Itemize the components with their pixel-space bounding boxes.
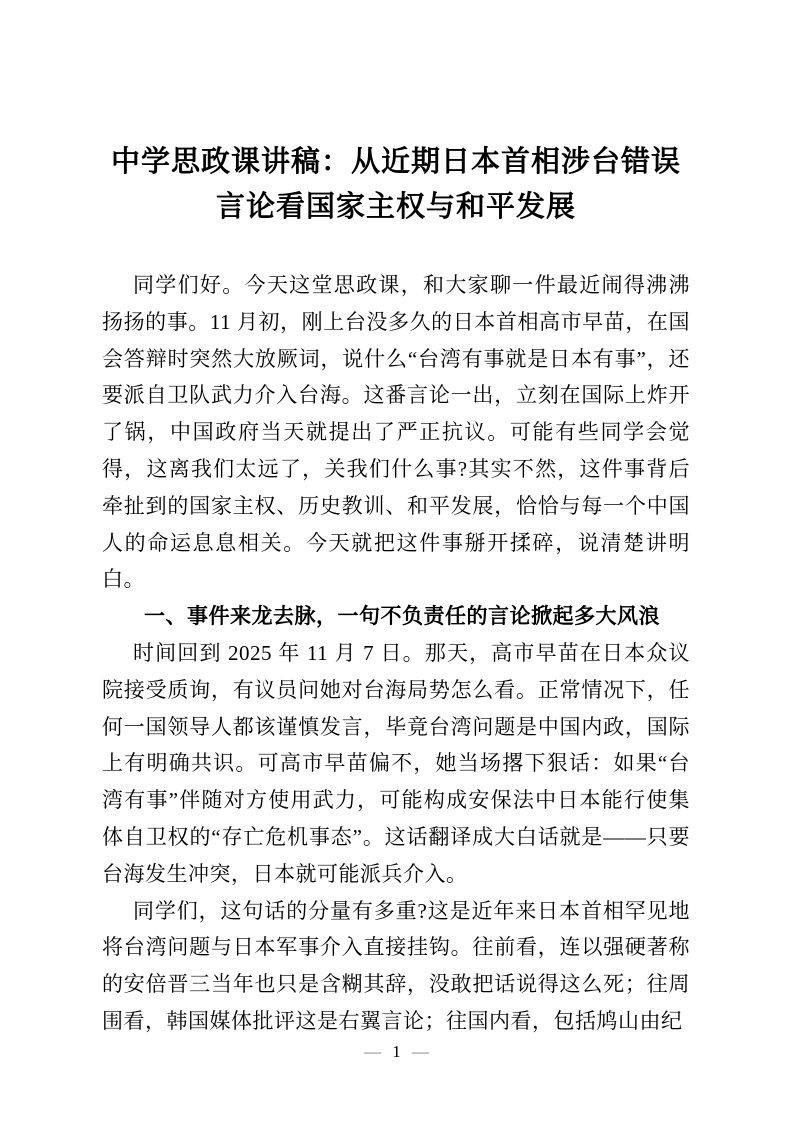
paragraph-intro: 同学们好。今天这堂思政课，和大家聊一件最近闹得沸沸扬扬的事。11 月初，刚上台没多久的日本首相高市早苗，在国会答辩时突然大放厥词，说什么“台湾有事就是日本有事”，还要派自卫队武力介入台海。这番言论一出，立刻在国际上炸开了锅，中国政府当天就提出了严正抗议。可能有些同学会觉得，这离我们太远了，关我们什么事?其实不然，这件事背后牵扯到的国家主权、历史教训、和平发展，恰恰与每一个中国人的命运息息相关。今天就把这件事掰开揉碎，说清楚讲明白。 bbox=[102, 273, 690, 592]
page-number-dash-right: — bbox=[411, 1042, 429, 1061]
page-number bbox=[0, 1042, 793, 1062]
paragraph-significance: 同学们，这句话的分量有多重?这是近年来日本首相罕见地将台湾问题与日本军事介入直接挂钩。往前看，连以强硬著称的安倍晋三当年也只是含糊其辞，没敢把话说得这么死；往周围看，韩国媒体批评这是右翼言论；往国内看，包括鸠山由纪 bbox=[102, 898, 690, 1033]
page-number-dash-left: — bbox=[364, 1042, 382, 1061]
document-title: 中学思政课讲稿：从近期日本首相涉台错误言论看国家主权与和平发展 bbox=[110, 146, 681, 223]
page-number-value: 1 bbox=[392, 1042, 401, 1061]
section-heading-1: 一、事件来龙去脉，一句不负责任的言论掀起多大风浪 bbox=[144, 604, 660, 629]
paragraph-event-recap: 时间回到 2025 年 11 月 7 日。那天，高市早苗在日本众议院接受质询，有议员问她对台海局势怎么看。正常情况下，任何一国领导人都该谨慎发言，毕竟台湾问题是中国内政，国际上有明确共识。可高市早苗偏不，她当场撂下狠话：如果“台湾有事”伴随对方使用武力，可能构成安保法中日本能行使集体自卫权的“存亡危机事态”。这话翻译成大白话就是——只要台海发生冲突，日本就可能派兵介入。 bbox=[102, 640, 690, 886]
